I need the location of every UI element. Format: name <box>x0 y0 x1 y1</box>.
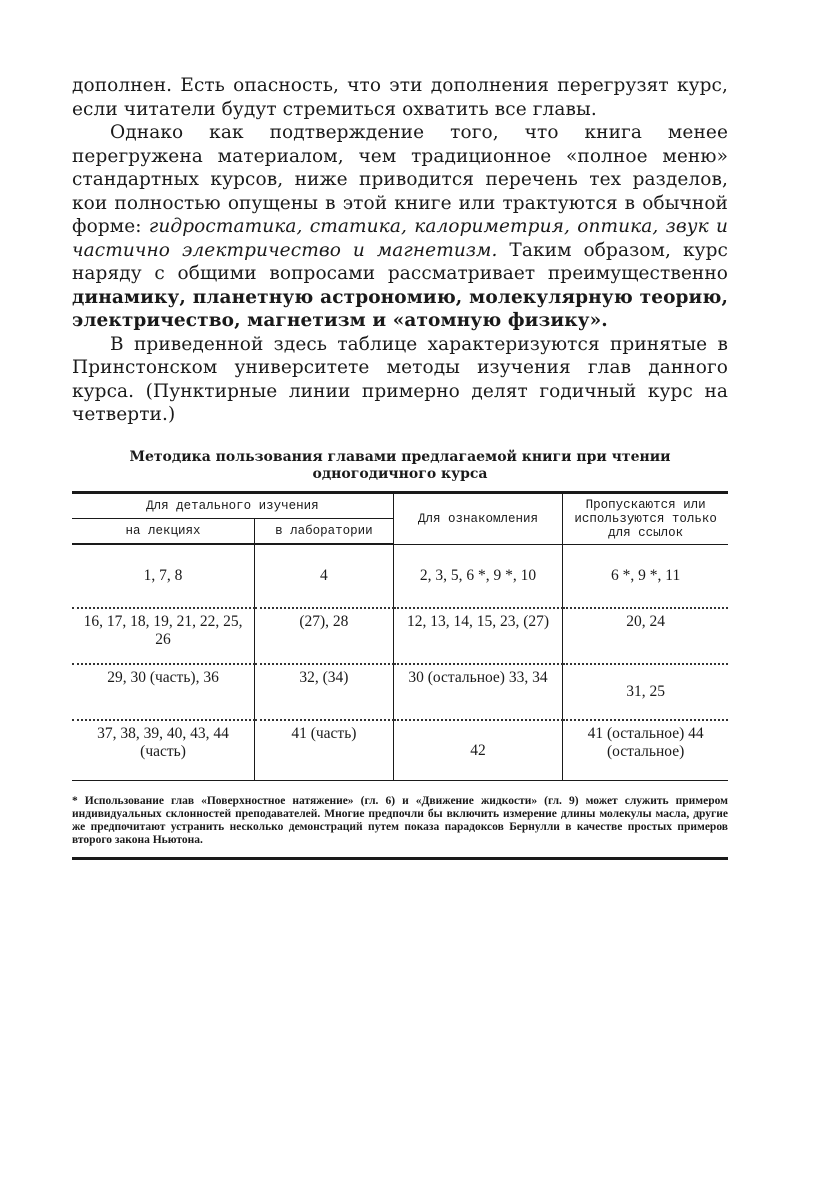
header-intro: Для ознакомления <box>393 492 563 544</box>
table-cell: 42 <box>393 720 563 780</box>
table-cell: 2, 3, 5, 6 *, 9 *, 10 <box>393 544 563 608</box>
paragraph-1 <box>72 74 728 121</box>
table-cell: 4 <box>255 544 394 608</box>
table-cell: (27), 28 <box>255 608 394 664</box>
paragraph-2-mid: Таким образом, курс наряду с общими вопросами рассматривает преимущественно <box>72 239 728 284</box>
table-cell: 37, 38, 39, 40, 43, 44 (часть) <box>72 720 255 780</box>
methods-table <box>72 491 728 781</box>
table-cell: 20, 24 <box>563 608 728 664</box>
table-cell: 16, 17, 18, 19, 21, 22, 25, 26 <box>72 608 255 664</box>
table-cell: 31, 25 <box>563 664 728 720</box>
table-title-line-2: одногодичного курса <box>312 465 488 482</box>
table-cell: 41 (часть) <box>255 720 394 780</box>
table-cell: 41 (остальное) 44 (остальное) <box>563 720 728 780</box>
table-cell: 29, 30 (часть), 36 <box>72 664 255 720</box>
paragraph-2 <box>72 121 728 333</box>
table-cell: 6 *, 9 *, 11 <box>563 544 728 608</box>
header-lab: в лаборатории <box>255 518 394 544</box>
table-footnote: * Использование глав «Поверхностное натяжение» (гл. 6) и «Движение жидкости» (гл. 9) может служить примером индивидуальных склонностей преподавателей. Многие предпочли бы включить измерение длины молекулы масла, другие же предпочитают устранить несколько демонстраций путем показа парадоксов Бернулли в качестве простых примеров второго закона Ньютона. <box>72 795 728 846</box>
table-title-line-1: Методика пользования главами предлагаемой книги при чтении <box>129 448 671 465</box>
table-cell: 12, 13, 14, 15, 23, (27) <box>393 608 563 664</box>
table-cell: 30 (остальное) 33, 34 <box>393 664 563 720</box>
table-title <box>72 449 728 483</box>
paragraph-3 <box>72 333 728 427</box>
table-cell: 1, 7, 8 <box>72 544 255 608</box>
header-detailed: Для детального изучения <box>72 492 393 518</box>
header-skipped: Пропускаются или используются только для ссылок <box>563 492 728 544</box>
paragraph-3-text: В приведенной здесь таблице характеризуются принятые в Принстонском университете методы изучения глав данного курса. (Пунктирные линии примерно делят годичный курс на четверти.) <box>72 333 728 425</box>
paragraph-1-text: дополнен. Есть опасность, что эти дополнения перегрузят курс, если читатели будут стремиться охватить все главы. <box>72 75 728 120</box>
table-bottom-rule <box>72 780 728 781</box>
page-content <box>72 74 728 860</box>
footnote-bottom-rule <box>72 857 728 860</box>
header-lectures: на лекциях <box>72 518 255 544</box>
table-cell: 32, (34) <box>255 664 394 720</box>
paragraph-2-start: Однако как подтверждение того, что книга менее перегружена материалом, чем традиционное «полное меню» стандартных курсов, ниже приводится перечень тех разделов, кои полностью опущены в этой книге или трактуются в обычной форме: <box>72 122 728 237</box>
paragraph-2-italic: гидростатика, статика, калориметрия, оптика, звук и частично электричество и магнетизм. <box>72 216 728 261</box>
paragraph-2-bold: динамику, планетную астрономию, молекулярную теорию, электричество, магнетизм и «атомную физику». <box>72 286 728 331</box>
